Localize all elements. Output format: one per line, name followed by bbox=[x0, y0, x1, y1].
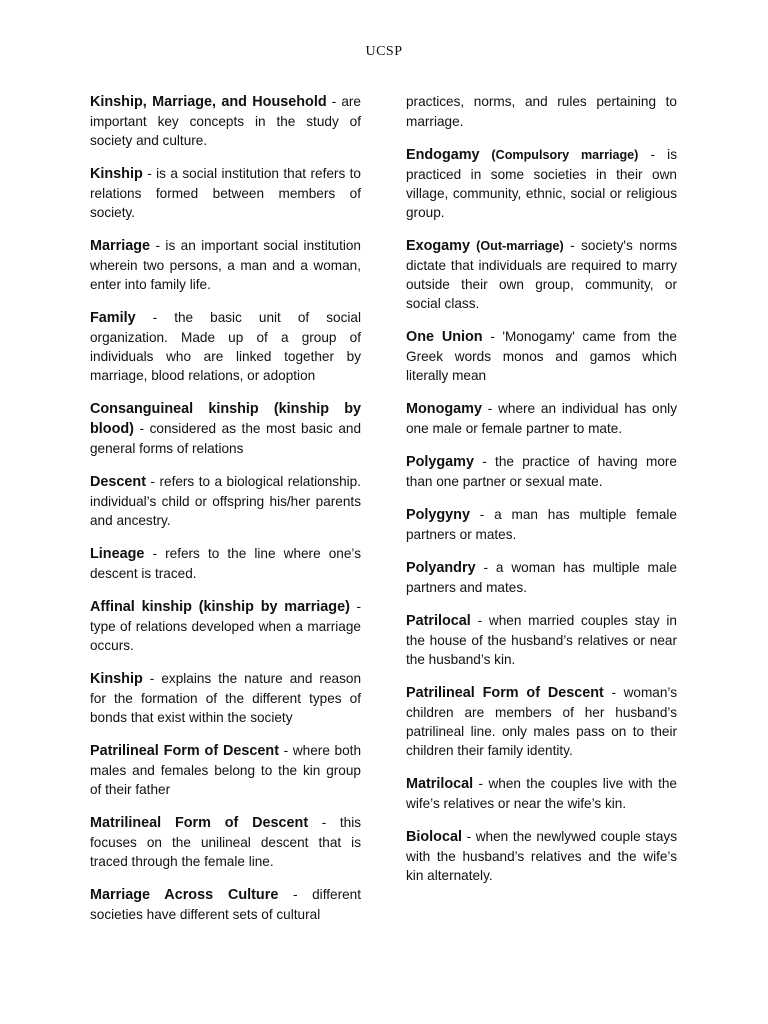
entry-term: Endogamy bbox=[406, 147, 480, 163]
entry-term: Family bbox=[90, 310, 136, 326]
right-column bbox=[406, 92, 677, 899]
entry-definition: - a man has multiple female partners or mates. bbox=[406, 507, 677, 542]
entry-patrilineal-descent bbox=[90, 741, 361, 799]
entry-term-note: (Compulsory marriage) bbox=[479, 148, 639, 162]
entry-polygamy bbox=[406, 452, 677, 491]
entry-definition: - woman’s children are members of her husband’s patrilineal line. only males pass on to their children their family identity. bbox=[406, 685, 677, 758]
entry-definition: - the basic unit of social organization. Made up of a group of individuals who are linked together by marriage, blood relations, or adoption bbox=[90, 310, 361, 383]
entry-definition: - refers to a biological relationship. individual’s child or offspring his/her parents and ancestry. bbox=[90, 474, 361, 528]
entry-definition: - 'Monogamy' came from the Greek words monos and gamos which literally mean bbox=[406, 329, 677, 383]
entry-polyandry bbox=[406, 558, 677, 597]
entry-term: Kinship bbox=[90, 166, 143, 182]
entry-term: Consanguineal kinship (kinship by blood) bbox=[90, 401, 361, 437]
entry-term: One Union bbox=[406, 329, 483, 345]
entry-kinship-marriage-household bbox=[90, 92, 361, 150]
left-column bbox=[90, 92, 361, 938]
entry-kinship bbox=[90, 164, 361, 222]
entry-biolocal bbox=[406, 827, 677, 885]
entry-definition: - type of relations developed when a marriage occurs. bbox=[90, 599, 361, 653]
entry-definition: - is an important social institution wherein two persons, a man and a woman, enter into family life. bbox=[90, 238, 361, 292]
entry-term: Polyandry bbox=[406, 560, 476, 576]
entry-term: Kinship bbox=[90, 671, 143, 687]
entry-term: Descent bbox=[90, 474, 146, 490]
entry-matrilineal-descent bbox=[90, 813, 361, 871]
entry-definition: - considered as the most basic and general forms of relations bbox=[90, 421, 361, 456]
entry-patrilineal-descent-right bbox=[406, 683, 677, 760]
entry-definition: - the practice of having more than one partner or sexual mate. bbox=[406, 454, 677, 489]
entry-definition: - explains the nature and reason for the formation of the different types of bonds that exist within the society bbox=[90, 671, 361, 725]
entry-continuation bbox=[406, 92, 677, 131]
entry-consanguineal-kinship bbox=[90, 399, 361, 458]
entry-polygyny bbox=[406, 505, 677, 544]
entry-term: Polygyny bbox=[406, 507, 470, 523]
entry-definition: - when married couples stay in the house of the husband’s relatives or near the husband’s kin. bbox=[406, 613, 677, 667]
entry-term: Marriage bbox=[90, 238, 150, 254]
entry-term: Lineage bbox=[90, 546, 145, 562]
page-header: UCSP bbox=[365, 44, 403, 59]
entry-definition: - when the newlywed couple stays with the husband’s relatives and the wife’s kin alternately. bbox=[406, 829, 677, 883]
entry-term: Matrilocal bbox=[406, 776, 474, 792]
entry-term: Marriage Across Culture bbox=[90, 887, 279, 903]
entry-definition: - is a social institution that refers to relations formed between members of society. bbox=[90, 166, 361, 220]
entry-marriage-across-culture bbox=[90, 885, 361, 924]
entry-term: Patrilineal Form of Descent bbox=[406, 685, 604, 701]
entry-lineage bbox=[90, 544, 361, 583]
entry-definition: - is practiced in some societies in their own village, community, ethnic, social or religious group. bbox=[406, 147, 677, 220]
entry-patrilocal bbox=[406, 611, 677, 669]
entry-term: Patrilineal Form of Descent bbox=[90, 743, 279, 759]
entry-definition: - refers to the line where one’s descent is traced. bbox=[90, 546, 361, 581]
entry-affinal-kinship bbox=[90, 597, 361, 655]
entry-family bbox=[90, 308, 361, 385]
entry-term: Exogamy bbox=[406, 238, 470, 254]
entry-one-union bbox=[406, 327, 677, 385]
entry-definition: - a woman has multiple male partners and mates. bbox=[406, 560, 677, 595]
entry-marriage bbox=[90, 236, 361, 294]
entry-term: Biolocal bbox=[406, 829, 462, 845]
entry-matrilocal bbox=[406, 774, 677, 813]
entry-endogamy bbox=[406, 145, 677, 222]
entry-definition: - where an individual has only one male or female partner to mate. bbox=[406, 401, 677, 436]
entry-term: Matrilineal Form of Descent bbox=[90, 815, 309, 831]
entry-term-note: (Out-marriage) bbox=[470, 239, 564, 253]
entry-term: Polygamy bbox=[406, 454, 474, 470]
entry-descent bbox=[90, 472, 361, 530]
entry-definition: - where both males and females belong to the kin group of their father bbox=[90, 743, 362, 797]
entry-term: Affinal kinship (kinship by marriage) bbox=[90, 599, 350, 615]
entry-term: Patrilocal bbox=[406, 613, 471, 629]
entry-definition: - society's norms dictate that individuals are required to marry outside their own group, community, or social class. bbox=[406, 238, 678, 311]
entry-kinship-bonds bbox=[90, 669, 361, 727]
entry-definition: - when the couples live with the wife’s relatives or near the wife’s kin. bbox=[406, 776, 677, 811]
entry-definition: - different societies have different sets of cultural bbox=[90, 887, 361, 922]
entry-definition: practices, norms, and rules pertaining to marriage. bbox=[406, 94, 677, 129]
entry-definition: - are important key concepts in the study of society and culture. bbox=[90, 94, 361, 148]
entry-term: Monogamy bbox=[406, 401, 482, 417]
entry-term: Kinship, Marriage, and Household bbox=[90, 94, 327, 110]
entry-definition: - this focuses on the unilineal descent that is traced through the female line. bbox=[90, 815, 362, 869]
entry-monogamy bbox=[406, 399, 677, 438]
entry-exogamy bbox=[406, 236, 677, 313]
